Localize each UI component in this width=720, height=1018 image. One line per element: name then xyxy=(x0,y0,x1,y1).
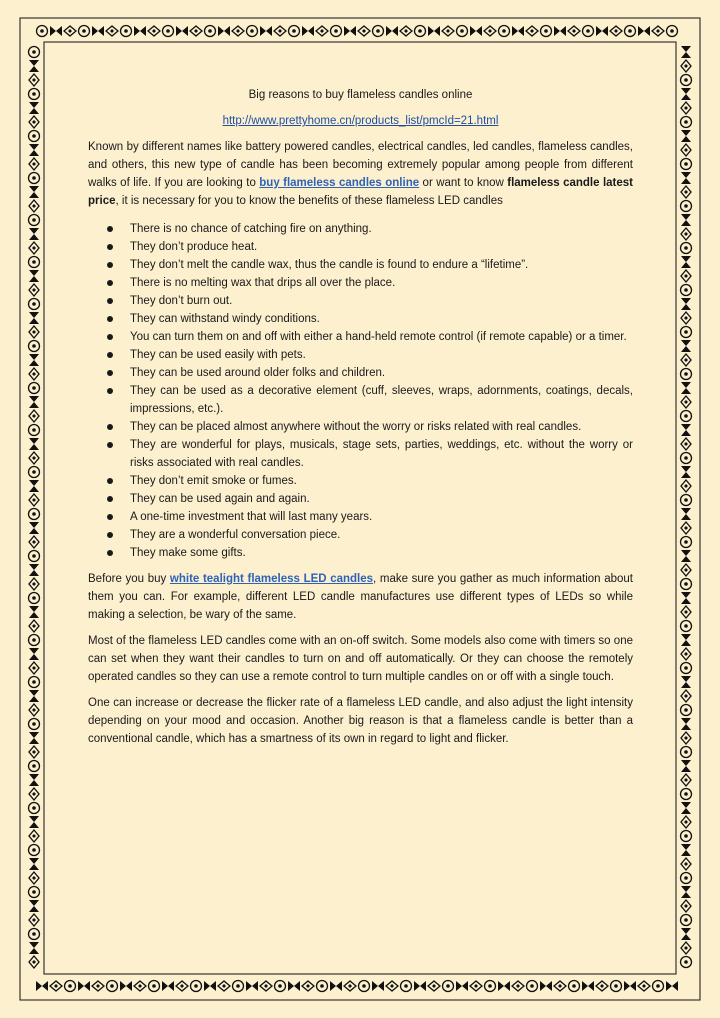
buying-advice-paragraph xyxy=(88,570,633,624)
border-motif xyxy=(684,624,688,628)
bullet-icon xyxy=(107,244,113,250)
bullet-icon xyxy=(107,478,113,484)
border-motif xyxy=(29,102,39,114)
bullet-icon xyxy=(107,226,113,232)
benefit-item xyxy=(88,274,633,292)
bullet-icon xyxy=(107,370,113,376)
border-motif xyxy=(684,918,688,922)
benefit-item xyxy=(88,346,633,364)
border-motif xyxy=(362,984,366,988)
border-motif xyxy=(292,29,296,33)
border-motif xyxy=(684,778,688,782)
intro-text: , it is necessary for you to know the benefits of these flameless LED candles xyxy=(115,195,503,207)
border-motif xyxy=(32,162,36,166)
border-motif xyxy=(29,858,39,870)
border-motif xyxy=(29,480,39,492)
border-motif xyxy=(40,29,44,33)
border-motif xyxy=(29,438,39,450)
border-motif xyxy=(428,26,440,36)
switch-timer-paragraph: Most of the flameless LED candles come with an on-off switch. Some models also come with timers so one can set when they want their candles to turn on and off automatically. Or they can choose the remotely operated candles so they can use a remote control to turn multiple candles on or off with a single touch. xyxy=(88,635,633,683)
benefit-text: They can be used as a decorative element (cuff, sleeves, wraps, adornments, coatings, decals, impressions, etc.). xyxy=(130,385,633,415)
border-motif xyxy=(684,204,688,208)
intro-text: or want to know xyxy=(419,177,508,189)
border-motif xyxy=(614,984,618,988)
border-motif xyxy=(204,981,216,991)
border-motif xyxy=(32,960,36,964)
border-motif xyxy=(684,316,688,320)
border-motif xyxy=(180,984,184,988)
border-motif xyxy=(29,690,39,702)
border-motif xyxy=(32,750,36,754)
border-motif xyxy=(684,904,688,908)
border-motif xyxy=(264,984,268,988)
border-motif xyxy=(372,981,384,991)
border-motif xyxy=(681,676,691,688)
benefit-item xyxy=(88,490,633,508)
border-motif xyxy=(68,29,72,33)
benefit-text: They make some gifts. xyxy=(130,547,246,559)
border-motif xyxy=(32,834,36,838)
border-motif xyxy=(32,134,36,138)
border-motif xyxy=(684,610,688,614)
border-motif xyxy=(554,26,566,36)
border-motif xyxy=(278,29,282,33)
border-motif xyxy=(32,890,36,894)
border-motif xyxy=(32,344,36,348)
border-motif xyxy=(558,984,562,988)
border-motif xyxy=(68,984,72,988)
border-motif xyxy=(614,29,618,33)
benefit-text: They can be used around older folks and children. xyxy=(130,367,386,379)
border-motif xyxy=(666,981,678,991)
border-motif xyxy=(32,708,36,712)
border-motif xyxy=(544,29,548,33)
border-motif xyxy=(572,984,576,988)
intro-text: Known by different names like battery powered candles, electrical candles, led candles, flameless candles, and others, this new type of candle has been becoming extremely popular among people from different walks of life. If you are looking to xyxy=(88,141,633,189)
border-motif xyxy=(32,806,36,810)
benefit-text: They can withstand windy conditions. xyxy=(130,313,320,325)
border-motif xyxy=(92,26,104,36)
border-motif xyxy=(32,918,36,922)
border-motif xyxy=(684,358,688,362)
bullet-icon xyxy=(107,262,113,268)
bullet-icon xyxy=(107,424,113,430)
paragraph-text: Before you buy xyxy=(88,573,170,585)
benefit-text: They don’t burn out. xyxy=(130,295,233,307)
border-motif xyxy=(32,624,36,628)
border-motif xyxy=(684,946,688,950)
bullet-icon xyxy=(107,316,113,322)
border-motif xyxy=(418,29,422,33)
border-motif xyxy=(684,876,688,880)
border-motif xyxy=(32,386,36,390)
border-motif xyxy=(32,428,36,432)
border-motif xyxy=(681,592,691,604)
border-motif xyxy=(32,582,36,586)
border-motif xyxy=(404,29,408,33)
border-motif xyxy=(166,29,170,33)
bullet-icon xyxy=(107,532,113,538)
border-motif xyxy=(306,984,310,988)
border-motif xyxy=(684,708,688,712)
border-motif xyxy=(684,190,688,194)
border-motif xyxy=(488,984,492,988)
benefit-text: They can be placed almost anywhere without the worry or risks related with real candles. xyxy=(130,421,582,433)
border-motif xyxy=(684,960,688,964)
border-motif xyxy=(684,568,688,572)
border-motif xyxy=(681,46,691,58)
bullet-icon xyxy=(107,514,113,520)
border-motif xyxy=(684,78,688,82)
border-motif xyxy=(32,456,36,460)
border-motif xyxy=(250,29,254,33)
border-motif xyxy=(32,330,36,334)
border-motif xyxy=(36,981,48,991)
border-motif xyxy=(29,900,39,912)
border-motif xyxy=(344,26,356,36)
border-motif xyxy=(684,120,688,124)
source-url xyxy=(88,112,633,130)
border-motif xyxy=(432,984,436,988)
benefit-item xyxy=(88,328,633,346)
border-motif xyxy=(362,29,366,33)
benefit-item xyxy=(88,382,633,418)
border-motif xyxy=(684,400,688,404)
bullet-icon xyxy=(107,334,113,340)
border-motif xyxy=(110,984,114,988)
border-motif xyxy=(29,396,39,408)
border-motif xyxy=(222,984,226,988)
border-motif xyxy=(134,26,146,36)
border-motif xyxy=(684,288,688,292)
border-motif xyxy=(684,820,688,824)
border-motif xyxy=(32,792,36,796)
border-motif xyxy=(586,29,590,33)
border-motif xyxy=(582,981,594,991)
border-motif xyxy=(32,512,36,516)
border-motif xyxy=(29,816,39,828)
border-motif xyxy=(681,928,691,940)
benefit-text: A one-time investment that will last many years. xyxy=(130,511,373,523)
border-motif xyxy=(540,981,552,991)
benefit-text: They are wonderful for plays, musicals, stage sets, parties, weddings, etc. without the worry or risks associated with real candles. xyxy=(130,439,633,469)
border-motif xyxy=(29,774,39,786)
border-motif xyxy=(32,876,36,880)
border-motif xyxy=(681,88,691,100)
border-motif xyxy=(684,330,688,334)
border-motif xyxy=(32,722,36,726)
latest-price-bold: flameless candle latest price xyxy=(88,177,633,207)
source-url-link[interactable]: http://www.prettyhome.cn/products_list/pmcId=21.html xyxy=(222,115,499,127)
border-motif xyxy=(684,274,688,278)
document-title: Big reasons to buy flameless candles online xyxy=(248,89,473,101)
bullet-icon xyxy=(107,352,113,358)
benefit-item xyxy=(88,220,633,238)
document-body xyxy=(88,86,633,756)
border-motif xyxy=(446,984,450,988)
intro-paragraph xyxy=(88,138,633,210)
border-motif xyxy=(460,29,464,33)
benefit-text: They don’t emit smoke or fumes. xyxy=(130,475,297,487)
border-motif xyxy=(684,666,688,670)
border-motif xyxy=(684,106,688,110)
border-motif xyxy=(530,984,534,988)
border-motif xyxy=(29,648,39,660)
border-motif xyxy=(684,582,688,586)
border-motif xyxy=(684,792,688,796)
border-motif xyxy=(29,144,39,156)
border-motif xyxy=(656,984,660,988)
border-motif xyxy=(681,802,691,814)
border-motif xyxy=(684,834,688,838)
border-motif xyxy=(152,29,156,33)
border-motif xyxy=(120,981,132,991)
border-motif xyxy=(29,564,39,576)
border-motif xyxy=(32,932,36,936)
benefit-item xyxy=(88,436,633,472)
border-motif xyxy=(684,540,688,544)
border-motif xyxy=(194,984,198,988)
border-motif xyxy=(32,554,36,558)
border-motif xyxy=(684,498,688,502)
benefit-item xyxy=(88,256,633,274)
border-motif xyxy=(32,218,36,222)
border-motif xyxy=(32,176,36,180)
benefits-list xyxy=(88,220,633,562)
border-motif xyxy=(32,470,36,474)
border-motif xyxy=(684,414,688,418)
border-motif xyxy=(488,29,492,33)
border-motif xyxy=(681,130,691,142)
border-motif xyxy=(656,29,660,33)
border-motif xyxy=(642,984,646,988)
border-motif xyxy=(681,508,691,520)
flicker-paragraph: One can increase or decrease the flicker rate of a flameless LED candle, and also adjust the light intensity depending on your mood and occasion. Another big reason is that a flameless candle is better than a conventional candle, which has a smartness of its own in regard to light and flicker. xyxy=(88,697,633,745)
border-motif xyxy=(684,246,688,250)
border-motif xyxy=(236,984,240,988)
border-motif xyxy=(260,26,272,36)
border-motif xyxy=(684,652,688,656)
border-motif xyxy=(498,981,510,991)
border-motif xyxy=(152,984,156,988)
border-motif xyxy=(470,26,482,36)
benefit-text: They don’t produce heat. xyxy=(130,241,258,253)
border-motif xyxy=(32,764,36,768)
border-motif xyxy=(194,29,198,33)
border-motif xyxy=(502,29,506,33)
border-motif xyxy=(29,354,39,366)
benefit-item xyxy=(88,418,633,436)
benefit-text: They can be used again and again. xyxy=(130,493,310,505)
white-tealight-candles-link[interactable]: white tealight flameless LED candles xyxy=(169,573,374,585)
border-motif xyxy=(681,718,691,730)
border-motif xyxy=(456,981,468,991)
border-motif xyxy=(32,92,36,96)
border-motif xyxy=(572,29,576,33)
border-motif xyxy=(29,312,39,324)
border-motif xyxy=(684,694,688,698)
bullet-icon xyxy=(107,388,113,394)
border-motif xyxy=(208,29,212,33)
border-motif xyxy=(96,984,100,988)
border-motif xyxy=(684,162,688,166)
border-motif xyxy=(218,26,230,36)
border-motif xyxy=(684,64,688,68)
benefit-item xyxy=(88,364,633,382)
border-motif xyxy=(474,984,478,988)
benefit-item xyxy=(88,238,633,256)
border-motif xyxy=(390,984,394,988)
border-motif xyxy=(684,442,688,446)
benefit-text: You can turn them on and off with either a hand-held remote control (if remote capable) or a timer. xyxy=(130,331,627,343)
border-motif xyxy=(414,981,426,991)
border-motif xyxy=(29,186,39,198)
benefit-item xyxy=(88,292,633,310)
border-motif xyxy=(681,382,691,394)
benefit-item xyxy=(88,508,633,526)
benefit-item xyxy=(88,310,633,328)
benefit-text: They are a wonderful conversation piece. xyxy=(130,529,341,541)
border-motif xyxy=(376,29,380,33)
border-motif xyxy=(530,29,534,33)
border-motif xyxy=(681,634,691,646)
border-motif xyxy=(386,26,398,36)
border-motif xyxy=(681,214,691,226)
border-motif xyxy=(624,981,636,991)
border-motif xyxy=(681,172,691,184)
border-motif xyxy=(684,862,688,866)
benefit-text: They don’t melt the candle wax, thus the candle is found to endure a “lifetime”. xyxy=(130,259,529,271)
border-motif xyxy=(29,60,39,72)
border-motif xyxy=(596,26,608,36)
border-motif xyxy=(32,638,36,642)
border-motif xyxy=(681,424,691,436)
border-motif xyxy=(32,204,36,208)
border-motif xyxy=(404,984,408,988)
bullet-icon xyxy=(107,442,113,448)
border-motif xyxy=(681,886,691,898)
border-motif xyxy=(684,526,688,530)
border-motif xyxy=(50,26,62,36)
border-motif xyxy=(82,29,86,33)
border-motif xyxy=(32,120,36,124)
border-motif xyxy=(681,760,691,772)
border-motif xyxy=(681,256,691,268)
bullet-icon xyxy=(107,298,113,304)
border-motif xyxy=(32,372,36,376)
border-motif xyxy=(320,984,324,988)
paragraph-text: , make sure you gather as much information about them you can. For example, different LED candle manufactures use different types of LEDs so while making a selection, be wary of the same. xyxy=(88,573,633,621)
border-motif xyxy=(684,232,688,236)
border-motif xyxy=(348,984,352,988)
bullet-icon xyxy=(107,550,113,556)
border-motif xyxy=(32,596,36,600)
border-motif xyxy=(124,29,128,33)
border-motif xyxy=(78,981,90,991)
border-motif xyxy=(32,50,36,54)
border-motif xyxy=(29,942,39,954)
border-motif xyxy=(32,540,36,544)
border-motif xyxy=(32,498,36,502)
border-motif xyxy=(684,148,688,152)
benefit-text: There is no melting wax that drips all over the place. xyxy=(130,277,396,289)
benefit-item xyxy=(88,526,633,544)
border-motif xyxy=(110,29,114,33)
bullet-icon xyxy=(107,496,113,502)
border-motif xyxy=(32,260,36,264)
benefit-item xyxy=(88,472,633,490)
border-motif xyxy=(29,270,39,282)
border-motif xyxy=(29,606,39,618)
border-motif xyxy=(681,844,691,856)
border-motif xyxy=(684,484,688,488)
border-motif xyxy=(162,981,174,991)
benefit-item xyxy=(88,544,633,562)
border-motif xyxy=(330,981,342,991)
border-motif xyxy=(138,984,142,988)
buy-flameless-candles-link[interactable]: buy flameless candles online xyxy=(259,177,420,189)
border-motif xyxy=(684,750,688,754)
border-motif xyxy=(32,288,36,292)
border-motif xyxy=(628,29,632,33)
border-motif xyxy=(302,26,314,36)
border-motif xyxy=(334,29,338,33)
border-motif xyxy=(32,78,36,82)
border-motif xyxy=(29,732,39,744)
border-motif xyxy=(670,29,674,33)
border-motif xyxy=(681,550,691,562)
border-motif xyxy=(278,984,282,988)
border-motif xyxy=(32,680,36,684)
border-motif xyxy=(638,26,650,36)
border-motif xyxy=(320,29,324,33)
border-motif xyxy=(516,984,520,988)
border-motif xyxy=(29,522,39,534)
border-motif xyxy=(446,29,450,33)
benefit-text: They can be used easily with pets. xyxy=(130,349,306,361)
border-motif xyxy=(681,298,691,310)
border-motif xyxy=(32,414,36,418)
border-motif xyxy=(32,666,36,670)
bullet-icon xyxy=(107,280,113,286)
border-motif xyxy=(176,26,188,36)
border-motif xyxy=(32,848,36,852)
border-motif xyxy=(512,26,524,36)
border-motif xyxy=(32,246,36,250)
border-motif xyxy=(236,29,240,33)
border-motif xyxy=(54,984,58,988)
border-motif xyxy=(681,466,691,478)
border-motif xyxy=(684,456,688,460)
border-motif xyxy=(684,736,688,740)
border-motif xyxy=(32,302,36,306)
border-motif xyxy=(681,340,691,352)
border-motif xyxy=(600,984,604,988)
border-motif xyxy=(246,981,258,991)
border-motif xyxy=(29,228,39,240)
benefit-text: There is no chance of catching fire on anything. xyxy=(130,223,372,235)
border-motif xyxy=(684,372,688,376)
border-motif xyxy=(288,981,300,991)
